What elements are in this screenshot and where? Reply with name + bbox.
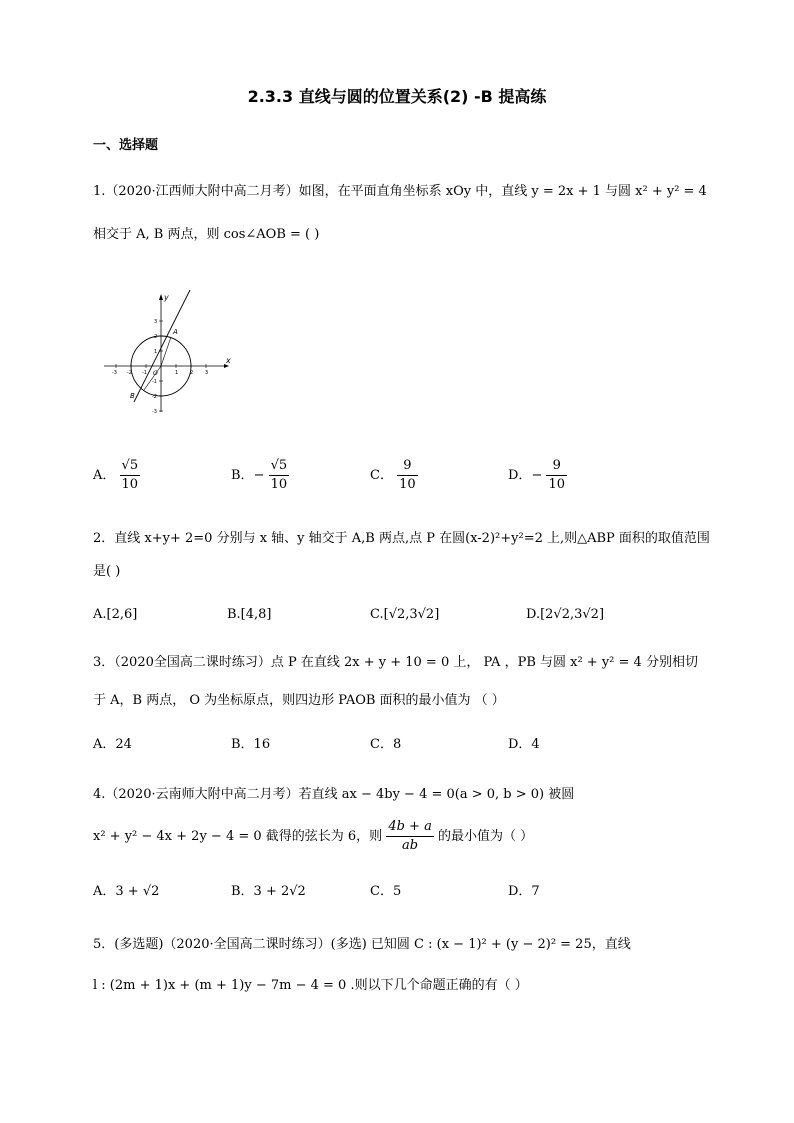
question-1-figure (100, 284, 240, 414)
y-axis-label: y (164, 293, 169, 302)
question-1-option-a: A． $\frac{√5}{10}$ (93, 458, 139, 492)
y-axis-arrow (159, 294, 163, 300)
point-a-label: A (173, 328, 178, 336)
question-3-line-2: 于 A，B 两点， O 为坐标原点，则四边形 PAOB 面积的最小值为 （ ） (93, 693, 505, 708)
line-y-2x-plus-1 (134, 290, 190, 402)
question-1-option-d: D．− $\frac{9}{10}$ (508, 458, 566, 492)
question-2-option-a: A.[2,6] (93, 607, 138, 622)
page-title: 2.3.3 直线与圆的位置关系(2) -B 提高练 (247, 87, 547, 106)
question-4-line-1: 4.（2020·云南师大附中高二月考）若直线 ax − 4by − 4 = 0(a > 0, b > 0) 被圆 (93, 787, 575, 802)
question-4-option-b: B．3 + 2√2 (231, 884, 306, 899)
x-tick-neg3: -3 (112, 370, 117, 376)
y-tick-neg3: -3 (152, 409, 157, 414)
question-1-option-b: B．− $\frac{√5}{10}$ (231, 458, 288, 492)
question-2-option-c: C.[√2,3√2] (370, 607, 440, 622)
x-tick-neg2: -2 (127, 370, 132, 376)
question-4-option-d: D．7 (508, 884, 540, 899)
question-1-line-2: 相交于 A, B 两点，则 cos∠AOB = ( ) (93, 227, 320, 242)
y-tick-3: 3 (154, 319, 158, 325)
y-tick-1: 1 (154, 349, 158, 355)
question-1-option-c: C． $\frac{9}{10}$ (370, 458, 416, 492)
y-tick-neg2: -2 (152, 394, 157, 400)
x-axis-label: x (226, 356, 231, 365)
origin-label: O (153, 370, 158, 377)
question-4-option-c: C．5 (370, 884, 402, 899)
question-4-fraction: $\frac{4b + a}{ab}$ (388, 819, 432, 853)
x-tick-neg1: -1 (142, 370, 147, 376)
question-2-line-2: 是( ) (93, 564, 121, 579)
question-2-line-1: 2．直线 x+y+ 2=0 分别与 x 轴、y 轴交于 A,B 两点,点 P 在圆(x-2)²+y²=2 上,则△ABP 面积的取值范围 (93, 531, 710, 546)
section-heading: 一、选择题 (93, 138, 159, 153)
x-tick-1: 1 (175, 370, 179, 376)
question-5-line-2: l : (2m + 1)x + (m + 1)y − 7m − 4 = 0 .则以下几个命题正确的有（ ） (93, 978, 528, 993)
x-tick-2: 2 (190, 370, 194, 376)
point-b-label: B (130, 392, 135, 400)
question-5-line-1: 5．(多选题)（2020·全国高二课时练习）(多选) 已知圆 C : (x − 1)² + (y − 2)² = 25，直线 (93, 937, 631, 952)
question-3-option-d: D．4 (508, 737, 540, 752)
question-3-option-a: A．24 (93, 737, 132, 752)
question-3-option-b: B．16 (231, 737, 271, 752)
question-3-option-c: C．8 (370, 737, 402, 752)
y-tick-neg1: -1 (152, 379, 157, 385)
y-tick-2: 2 (154, 334, 158, 340)
question-2-option-d: D.[2√2,3√2] (526, 607, 605, 622)
question-4-line-2-post: 的最小值为（ ） (437, 829, 534, 844)
question-3-line-1: 3．（2020全国高二课时练习）点 P 在直线 2x + y + 10 = 0 上， PA ，PB 与圆 x² + y² = 4 分别相切 (93, 655, 698, 670)
question-2-option-b: B.[4,8] (227, 607, 272, 622)
question-4-line-2 (93, 818, 533, 856)
x-tick-3: 3 (205, 370, 209, 376)
question-4-line-2-pre: x² + y² − 4x + 2y − 4 = 0 截得的弦长为 6，则 (93, 829, 383, 844)
question-1-line-1: 1.（2020·江西师大附中高二月考）如图，在平面直角坐标系 xOy 中，直线 y = 2x + 1 与圆 x² + y² = 4 (93, 184, 707, 199)
question-4-option-a: A．3 + √2 (93, 884, 160, 899)
segment-oa (161, 337, 171, 366)
